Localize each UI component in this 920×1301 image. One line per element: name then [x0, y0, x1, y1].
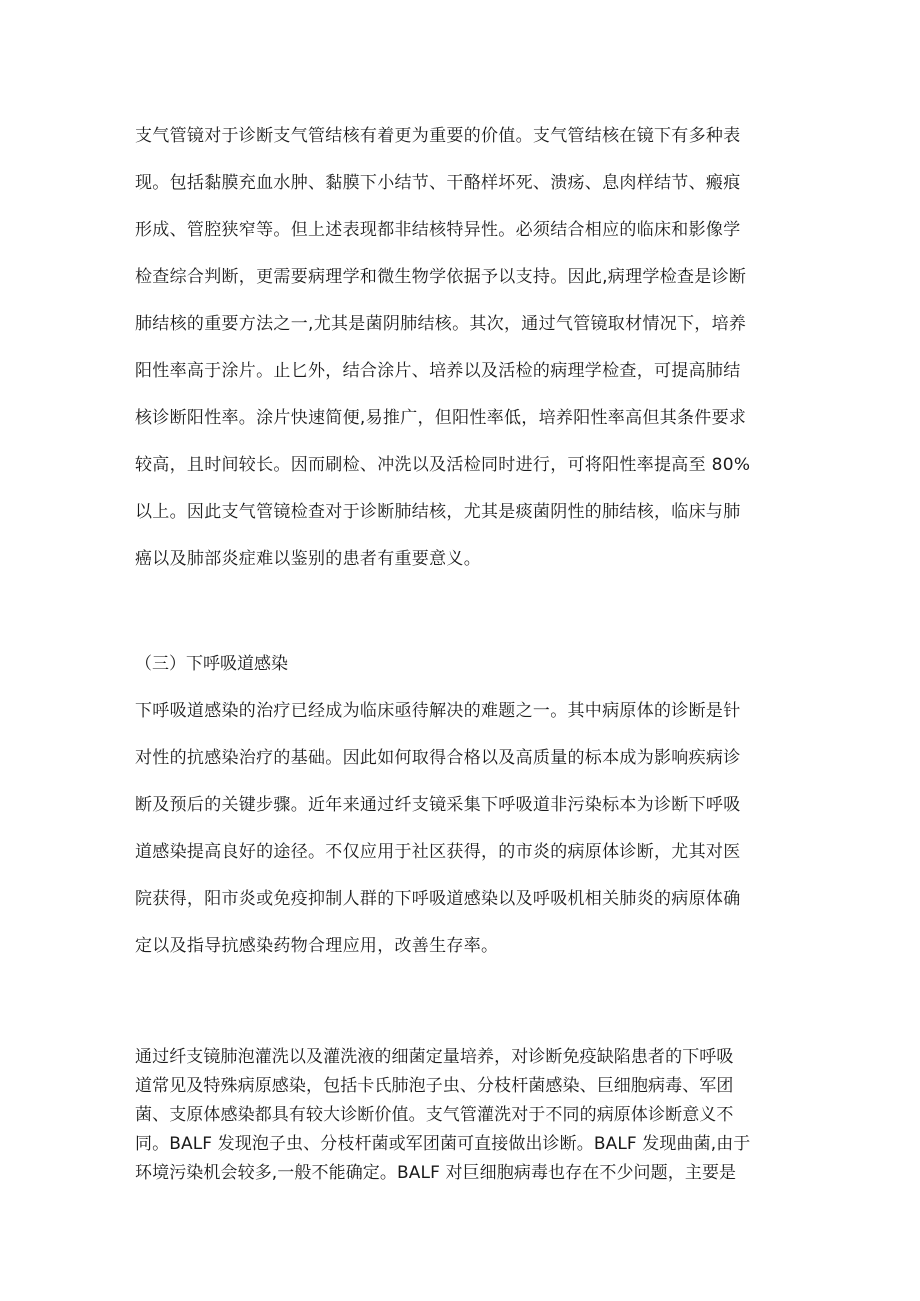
paragraph-line: 较高，且时间较长。因而刷检、冲洗以及活检同时进行，可将阳性率提高至 80% [135, 455, 751, 475]
paragraph-line: 支气管镜对于诊断支气管结核有着更为重要的价值。支气管结核在镜下有多种表 [135, 126, 741, 146]
paragraph-line: 断及预后的关键步骤。近年来通过纤支镜采集下呼吸道非污染标本为诊断下呼吸 [135, 795, 741, 815]
paragraph-line: 对性的抗感染治疗的基础。因此如何取得合格以及高质量的标本成为影响疾病诊 [135, 748, 741, 768]
section-heading: （三）下呼吸道感染 [135, 654, 288, 674]
paragraph-line: 现。包括黏膜充血水肿、黏膜下小结节、干酪样坏死、溃疡、息肉样结节、瘢痕 [135, 173, 741, 193]
paragraph-line: 下呼吸道感染的治疗已经成为临床亟待解决的难题之一。其中病原体的诊断是针 [135, 701, 741, 721]
paragraph-line: 通过纤支镜肺泡灌洗以及灌洗液的细菌定量培养，对诊断免疫缺陷患者的下呼吸 [135, 1047, 734, 1067]
paragraph-line: 同。BALF 发现泡子虫、分枝杆菌或军团菌可直接做出诊断。BALF 发现曲菌,由于 [135, 1134, 751, 1154]
paragraph-line: 以上。因此支气管镜检查对于诊断肺结核，尤其是痰菌阴性的肺结核，临床与肺 [135, 502, 741, 522]
paragraph-line: 定以及指导抗感染药物合理应用，改善生存率。 [135, 936, 499, 956]
paragraph-line: 形成、管腔狭窄等。但上述表现都非结核特异性。必须结合相应的临床和影像学 [135, 220, 741, 240]
paragraph-line: 道感染提高良好的途径。不仅应用于社区获得，的市炎的病原体诊断，尤其对医 [135, 842, 741, 862]
paragraph-line: 癌以及肺部炎症难以鉴别的患者有重要意义。 [135, 549, 481, 569]
paragraph-line: 院获得，阳市炎或免疫抑制人群的下呼吸道感染以及呼吸机相关肺炎的病原体确 [135, 889, 741, 909]
paragraph-line: 菌、支原体感染都具有较大诊断价值。支气管灌洗对于不同的病原体诊断意义不 [135, 1105, 734, 1125]
paragraph-line: 阳性率高于涂片。止匕外，结合涂片、培养以及活检的病理学检查，可提高肺结 [135, 361, 741, 381]
paragraph-line: 检查综合判断，更需要病理学和微生物学依据予以支持。因此,病理学检查是诊断 [135, 267, 747, 287]
paragraph-line: 环境污染机会较多,一般不能确定。BALF 对巨细胞病毒也存在不少问题，主要是 [135, 1163, 737, 1183]
paragraph-line: 道常见及特殊病原感染，包括卡氏肺泡子虫、分枝杆菌感染、巨细胞病毒、军团 [135, 1076, 734, 1096]
paragraph-line: 肺结核的重要方法之一,尤其是菌阴肺结核。其次，通过气管镜取材情况下，培养 [135, 314, 747, 334]
paragraph-line: 核诊断阳性率。涂片快速简便,易推广，但阳性率低，培养阳性率高但其条件要求 [135, 408, 747, 428]
